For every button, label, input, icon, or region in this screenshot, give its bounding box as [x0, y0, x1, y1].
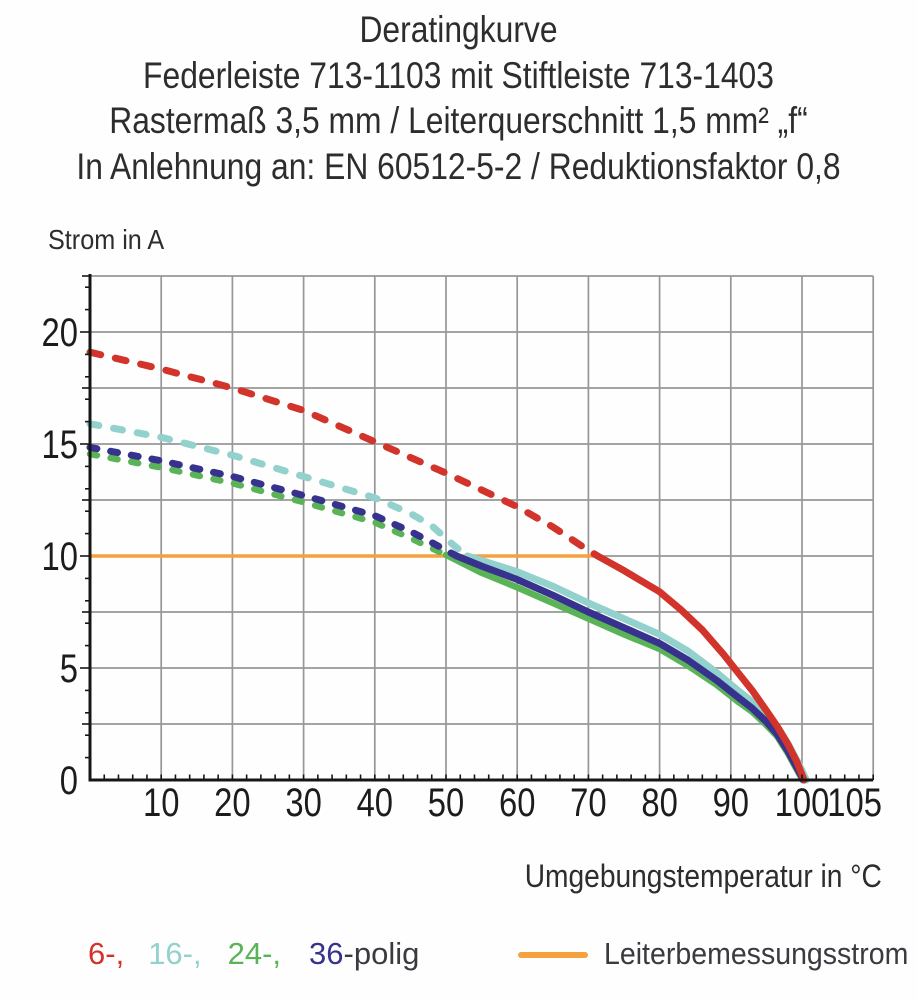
- x-tick-label-50: 50: [427, 779, 465, 825]
- legend-item-24: 24-,: [227, 936, 282, 971]
- x-tick-label-10: 10: [142, 779, 180, 825]
- reference-line-swatch: [518, 952, 588, 958]
- legend-item-16: 16-,: [148, 936, 202, 971]
- legend-item-36: 36: [309, 936, 344, 971]
- x-tick-label-90: 90: [712, 779, 750, 825]
- series-legend: [88, 936, 419, 972]
- chart-subtitle-2: Rastermaß 3,5 mm / Leiterquerschnitt 1,5 mm² „f“: [109, 100, 808, 141]
- x-tick-label-105: 105: [827, 779, 882, 825]
- x-tick-label-40: 40: [356, 779, 394, 825]
- y-tick-label-10: 10: [41, 533, 78, 579]
- x-tick-label-80: 80: [641, 779, 678, 825]
- x-tick-label-30: 30: [285, 779, 322, 825]
- series-36-polig-dashed: [90, 447, 457, 556]
- series-6-polig: [90, 352, 804, 780]
- chart-title: Deratingkurve: [359, 9, 558, 50]
- chart-subtitle-1: Federleiste 713-1103 mit Stiftleiste 713-1403: [143, 55, 774, 96]
- y-tick-label-20: 20: [41, 309, 78, 355]
- x-tick-label-100: 100: [774, 779, 830, 825]
- y-tick-label-15: 15: [41, 421, 78, 467]
- chart-subtitle-3: In Anlehnung an: EN 60512-5-2 / Reduktionsfaktor 0,8: [76, 146, 841, 187]
- y-axis-title: Strom in A: [48, 224, 165, 255]
- reference-line-label: Leiterbemessungsstrom: [604, 936, 909, 971]
- legend-item-6: 6-,: [88, 936, 125, 971]
- y-tick-label-5: 5: [59, 645, 78, 691]
- y-tick-label-0: 0: [59, 757, 78, 803]
- y-tick-labels: [42, 310, 78, 803]
- x-tick-label-60: 60: [498, 779, 536, 825]
- x-tick-labels: [143, 780, 882, 825]
- legend-item-polig: -polig: [343, 936, 420, 971]
- x-axis-title: Umgebungstemperatur in °C: [524, 858, 882, 894]
- x-tick-label-20: 20: [214, 779, 251, 825]
- x-tick-label-70: 70: [570, 779, 607, 825]
- series-6-polig-dashed: [90, 352, 598, 556]
